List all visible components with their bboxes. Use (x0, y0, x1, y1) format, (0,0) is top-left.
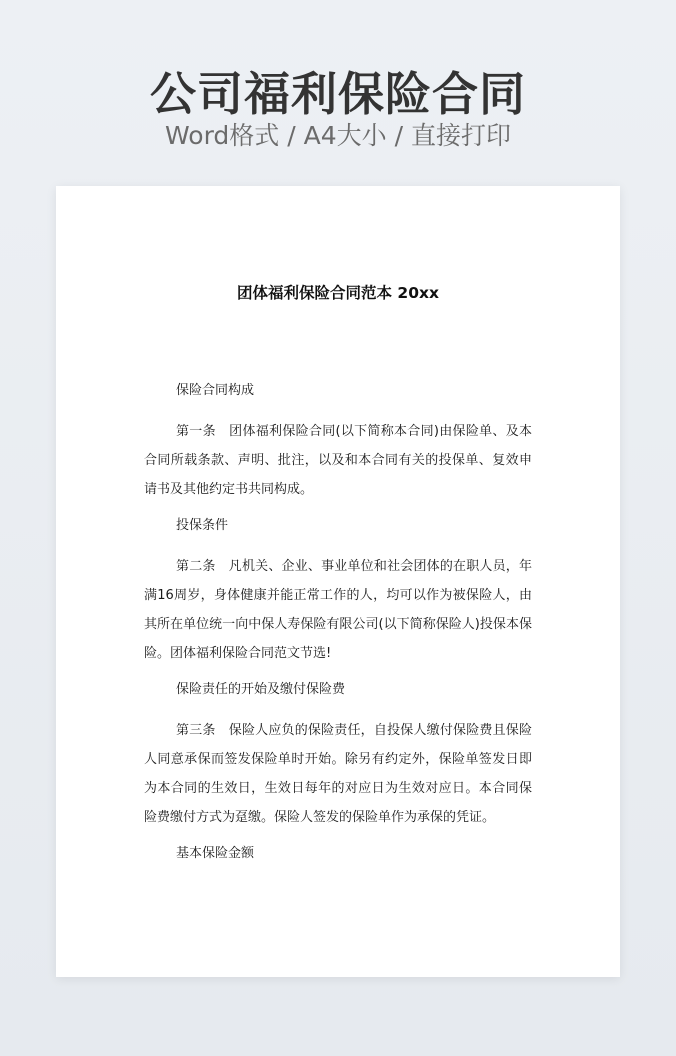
section-heading-basic-amount: 基本保险金额 (176, 846, 255, 861)
banner-title: 公司福利保险合同 (150, 67, 526, 121)
document-body (144, 380, 532, 865)
section-heading-composition: 保险合同构成 (176, 383, 255, 398)
document-page (56, 186, 620, 977)
document-title: 团体福利保险合同范本 20xx (237, 284, 439, 302)
article-1-paragraph: 第一条 团体福利保险合同(以下简称本合同)由保险单、及本合同所载条款、声明、批注，以及和本合同有关的投保单、复效申请书及其他约定书共同构成。 (144, 424, 532, 497)
article-3-paragraph: 第三条 保险人应负的保险责任，自投保人缴付保险费且保险人同意承保而签发保险单时开始。除另有约定外，保险单签发日即为本合同的生效日，生效日每年的对应日为生效对应日。本合同保险费缴付方式为趸缴。保险人签发的保险单作为承保的凭证。 (144, 723, 532, 825)
section-heading-eligibility: 投保条件 (176, 518, 229, 533)
article-2-paragraph: 第二条 凡机关、企业、事业单位和社会团体的在职人员，年满16周岁，身体健康并能正常工作的人，均可以作为被保险人，由其所在单位统一向中保人寿保险有限公司(以下简称保险人)投保本保险。团体福利保险合同范文节选! (144, 559, 532, 661)
section-heading-liability-start: 保险责任的开始及缴付保险费 (176, 682, 346, 697)
banner-subtitle: Word格式 / A4大小 / 直接打印 (165, 121, 511, 150)
